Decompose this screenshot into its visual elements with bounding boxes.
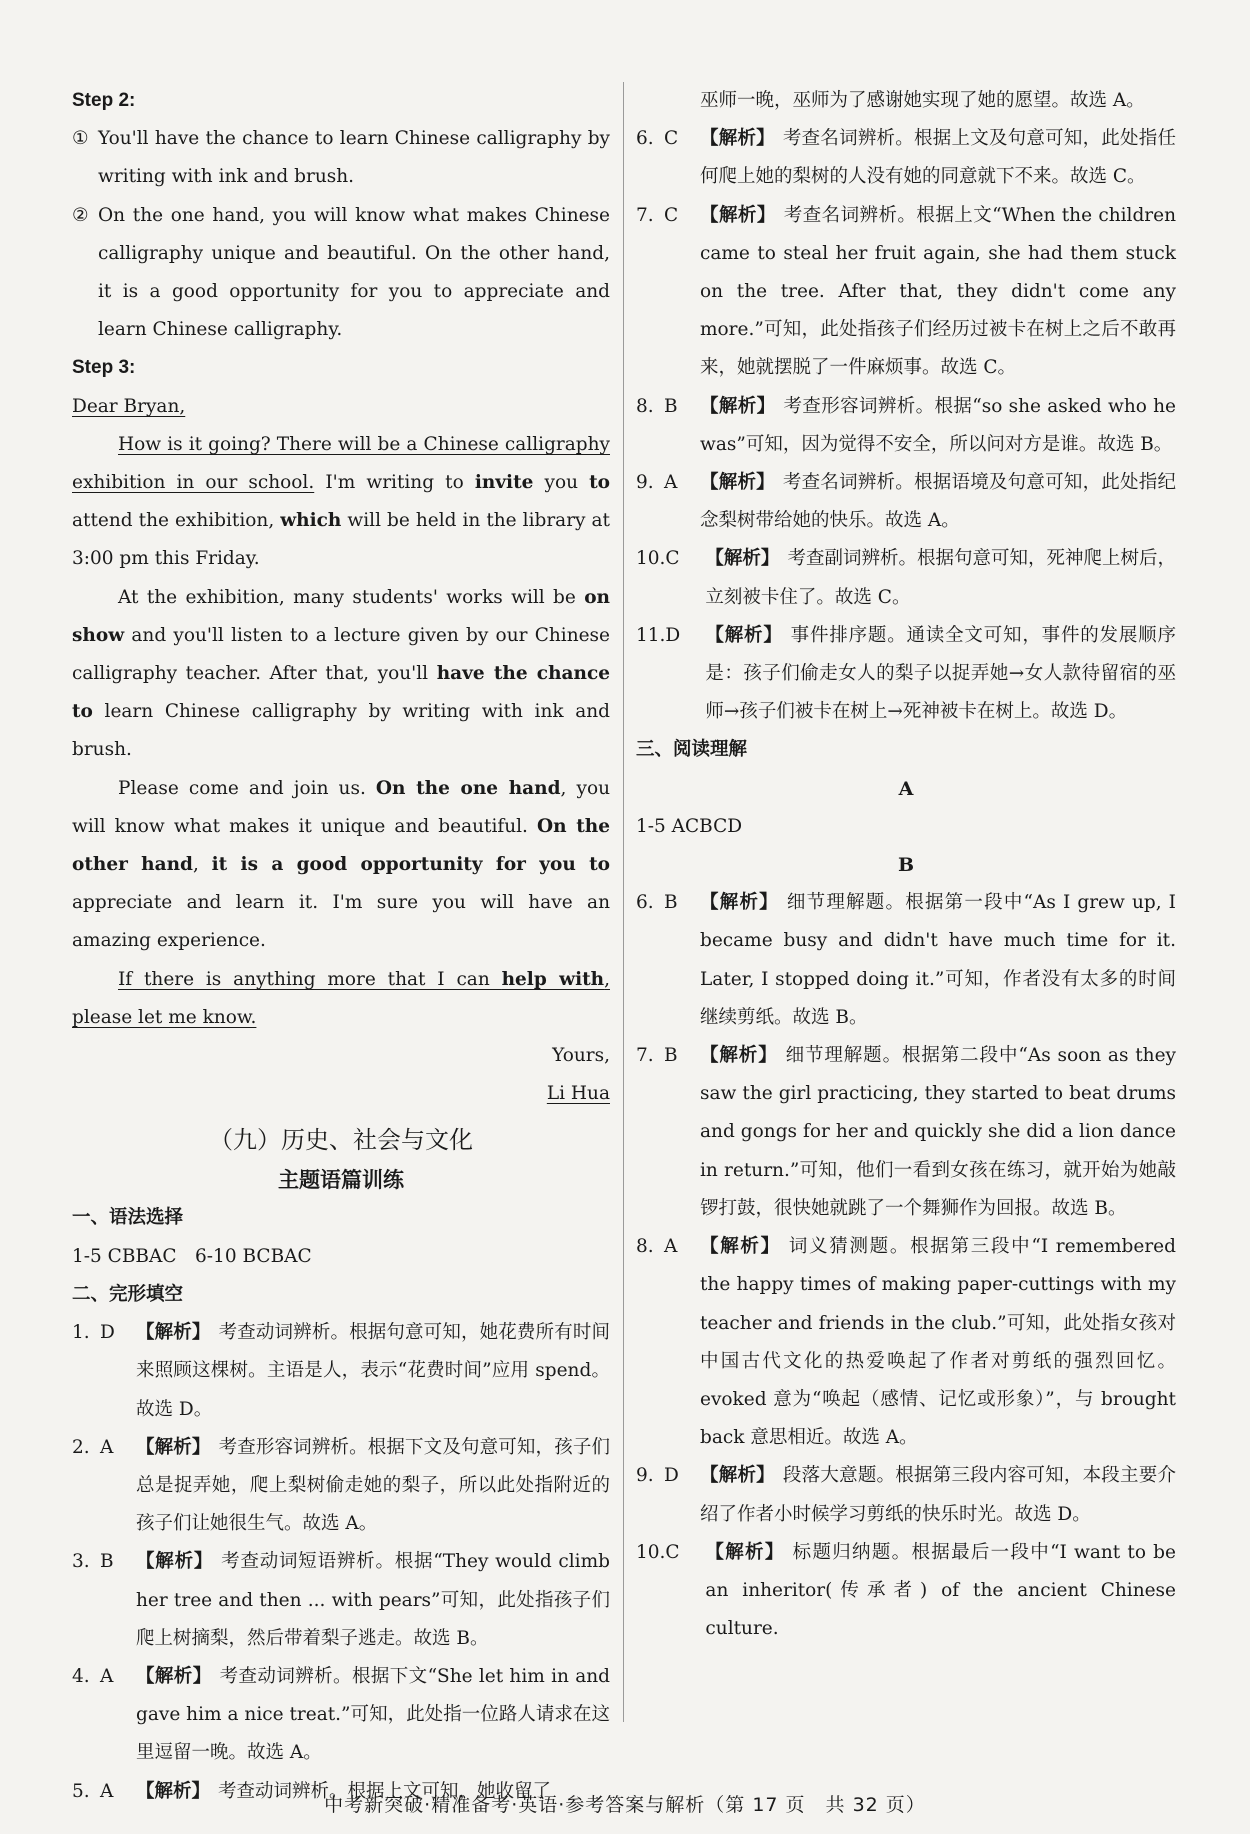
left-column [72, 82, 610, 1811]
letter-paragraph-3: Please come and join us. On the one hand, you will know what makes it unique and beautiful. On the other hand, it is a good opportunity for you to appreciate and learn it. I'm sure you will have an amazing experience. [72, 777, 611, 952]
reading-answer-item: 10. C 【解析】 标题归纳题。根据最后一段中“I want to be an inheritor(传承者) of the ancient Chinese culture. [636, 1541, 1176, 1640]
cloze-answer-item: 6. C 【解析】 考查名词辨析。根据上文及句意可知，此处指任何爬上她的梨树的人没有她的同意就下不来。故选 C。 [636, 128, 1176, 188]
column-divider [623, 82, 624, 1722]
letter-closing: Yours, [552, 1045, 610, 1067]
cloze-answer-item: 10. C 【解析】 考查副词辨析。根据句意可知，死神爬上树后，立刻被卡住了。故选 C。 [636, 548, 1176, 608]
cloze-answer-item: 11. D 【解析】 事件排序题。通读全文可知，事件的发展顺序是：孩子们偷走女人的梨子以捉弄她→女人款待留宿的巫师→孩子们被卡在树上→死神被卡在树上。故选 D。 [636, 624, 1176, 723]
cloze-answer-item: 9. A 【解析】 考查名词辨析。根据语境及句意可知，此处指纪念梨树带给她的快乐。故选 A。 [636, 472, 1176, 532]
part-heading-grammar: 一、语法选择 [72, 1207, 184, 1229]
letter-signature: Li Hua [546, 1083, 610, 1105]
cloze-answer-item: 4. A 【解析】 考查动词辨析。根据下文“She let him in and gave him a nice treat.”可知，此处指一位路人请求在这里逗留一晚。故选 A。 [72, 1665, 610, 1764]
reading-answer-item: 8. A 【解析】 词义猜测题。根据第三段中“I remembered the happy times of making paper-cuttings with my teacher and friends in the club.”可知，此处指女孩对中国古代文化的热爱唤起了作者对剪纸的强烈回忆。evoked 意为“唤起（感情、记忆或形象）”，与 brought back 意思相近。故选 A。 [636, 1236, 1176, 1449]
passage-a-label: A [898, 777, 914, 800]
letter-paragraph-2: At the exhibition, many students' works will be on show and you'll listen to a lecture given by our Chinese calligraphy teacher. After that, you'll have the chance to learn Chinese calligraphy by writing with ink and brush. [72, 586, 610, 761]
letter-paragraph-4: If there is anything more that I can help with, please let me know. [72, 968, 610, 1028]
reading-answer-item: 9. D 【解析】 段落大意题。根据第三段内容可知，本段主要介绍了作者小时候学习剪纸的快乐时光。故选 D。 [636, 1465, 1176, 1525]
right-column [636, 82, 1176, 1648]
step2-heading: Step 2: [72, 90, 136, 111]
page-footer: 中考新突破·精准备考·英语·参考答案与解析（第 17 页 共 32 页） [324, 1794, 926, 1816]
passage-a-answers: 1-5 ACBCD [636, 815, 743, 837]
passage-b-label: B [897, 854, 915, 877]
section-title: （九）历史、社会与文化 [209, 1126, 473, 1155]
cloze-answer-item: 5. A 【解析】 考查动词辨析。根据上文可知，她收留了 [72, 1780, 552, 1802]
cloze-answer-item: 2. A 【解析】 考查形容词辨析。根据下文及句意可知，孩子们总是捉弄她，爬上梨树偷走她的梨子，所以此处指附近的孩子们让她很生气。故选 A。 [72, 1436, 610, 1535]
step3-heading: Step 3: [72, 357, 136, 379]
section-subtitle: 主题语篇训练 [278, 1168, 404, 1193]
continued-line: 巫师一晚，巫师为了感谢她实现了她的愿望。故选 A。 [700, 90, 1145, 111]
part-heading-cloze: 二、完形填空 [72, 1283, 184, 1305]
grammar-answers: 1-5 CBBAC 6-10 BCBAC [72, 1245, 312, 1267]
cloze-answer-item: 8. B 【解析】 考查形容词辨析。根据“so she asked who he was”可知，因为觉得不安全，所以问对方是谁。故选 B。 [636, 395, 1176, 455]
part-heading-reading: 三、阅读理解 [636, 739, 748, 761]
letter-paragraph-1: How is it going? There will be a Chinese calligraphy exhibition in our school. I'm writing to invite you to attend the exhibition, which will be held in the library at 3:00 pm this Friday. [72, 433, 610, 570]
reading-answer-item: 6. B 【解析】 细节理解题。根据第一段中“As I grew up, I became busy and didn't have much time for it. Later, I stopped doing it.”可知，作者没有太多的时间继续剪纸。故选 B。 [636, 892, 1176, 1028]
reading-answer-item: 7. B 【解析】 细节理解题。根据第二段中“As soon as they saw the girl practicing, they started to beat drums and gongs for her and quickly she did a lion dance in return.”可知，他们一看到女孩在练习，就开始为她敲锣打鼓，很快她就跳了一个舞狮作为回报。故选 B。 [636, 1045, 1176, 1219]
cloze-answer-item: 7. C 【解析】 考查名词辨析。根据上文“When the children came to steal her fruit again, she had them stuck on the tree. After that, they didn't come any more.”可知，此处指孩子们经历过被卡在树上之后不敢再来，她就摆脱了一件麻烦事。故选 C。 [636, 204, 1176, 379]
step2-item: ② On the one hand, you will know what makes Chinese calligraphy unique and beautiful. On the other hand, it is a good opportunity for you to appreciate and learn Chinese calligraphy. [72, 204, 610, 341]
salutation: Dear Bryan, [72, 395, 186, 417]
step2-item: ① You'll have the chance to learn Chinese calligraphy by writing with ink and brush. [72, 128, 610, 188]
cloze-answer-item: 1. D 【解析】 考查动词辨析。根据句意可知，她花费所有时间来照顾这棵树。主语是人，表示“花费时间”应用 spend。故选 D。 [72, 1322, 610, 1420]
cloze-answer-item: 3. B 【解析】 考查动词短语辨析。根据“They would climb her tree and then ... with pears”可知，此处指孩子们爬上树摘梨，然后带着梨子逃走。故选 B。 [72, 1551, 610, 1649]
